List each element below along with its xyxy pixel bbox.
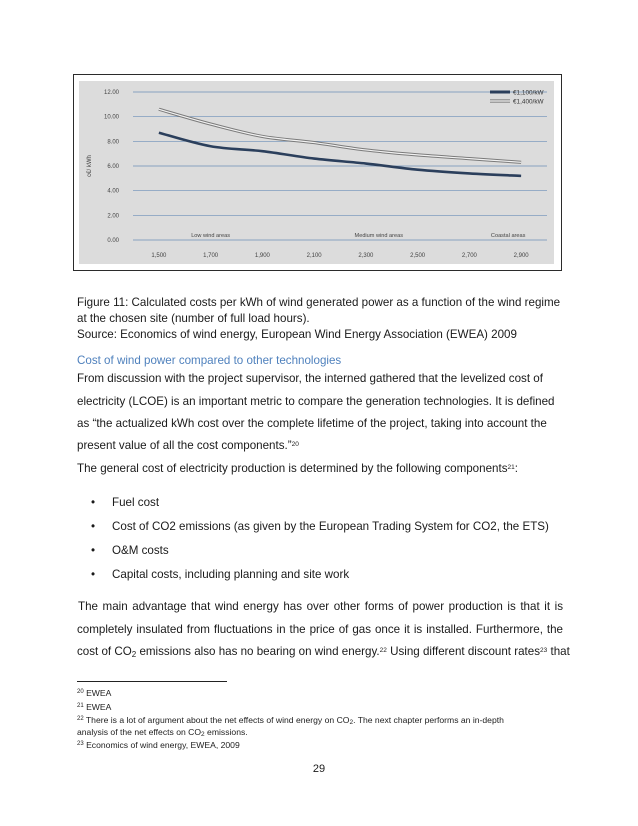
footnote-separator [77, 681, 227, 682]
y-tick-label: 6.00 [107, 164, 119, 170]
y-tick-label: 0.00 [107, 238, 119, 244]
cost-chart [79, 81, 554, 264]
footnote-22-sub: 2 [349, 719, 354, 726]
footnote-22-text-d: emissions. [204, 727, 248, 737]
figure-source: Source: Economics of wind energy, European Wind Energy Association (EWEA) 2009 [77, 328, 517, 341]
legend-label-1100: €1,100/kW [513, 89, 544, 97]
x-tick-label: 2,300 [358, 253, 374, 259]
bullet-marker: • [91, 496, 96, 509]
para1-line2: electricity (LCOE) is an important metric to compare the generation technologies. It is defined [77, 395, 555, 408]
para2-line3-c: Using different discount rates [386, 645, 541, 658]
para1-line1: From discussion with the project supervisor, the interned gathered that the levelized cost of [77, 372, 543, 385]
para1-line3: as “the actualized kWh cost over the complete lifetime of the project, taking into account the [77, 417, 547, 430]
bullet-marker: • [91, 544, 96, 557]
bullet-co2-cost: Cost of CO2 emissions (as given by the European Trading System for CO2, the ETS) [112, 520, 549, 533]
y-tick-label: 10.00 [103, 114, 119, 121]
footnote-ref-20: 20 [291, 441, 299, 448]
footnote-21-text: EWEA [83, 702, 112, 712]
series-line-1400 [159, 109, 521, 162]
bullet-marker: • [91, 568, 96, 581]
figure-frame [73, 74, 562, 271]
x-tick-label: 2,900 [513, 253, 529, 259]
y-tick-label: 4.00 [107, 188, 119, 195]
para2-line3-b: emissions also has no bearing on wind energy. [136, 645, 380, 658]
footnote-23-text: Economics of wind energy, EWEA, 2009 [83, 740, 240, 750]
page-number: 29 [312, 763, 326, 775]
y-tick-label: 8.00 [107, 139, 119, 146]
x-tick-label: 2,700 [461, 253, 477, 259]
footnote-22-text-a: There is a lot of argument about the net effects of wind energy on CO [83, 715, 350, 725]
y-tick-label: 12.00 [103, 90, 119, 96]
footnote-22-text-b: . The next chapter performs an in-depth [353, 715, 504, 725]
x-tick-label: 1,900 [254, 253, 270, 259]
para2-line3 [77, 644, 570, 661]
chart-panel [79, 81, 554, 264]
zone-label: Low wind areas [191, 233, 231, 239]
x-tick-label: 1,700 [203, 253, 219, 259]
footnote-20 [77, 688, 111, 698]
series-line-1100 [159, 133, 521, 176]
components-intro-text: The general cost of electricity production is determined by the following components [77, 462, 508, 475]
footnote-22-text-c: analysis of the net effects on CO [77, 727, 202, 737]
bullet-fuel-cost: Fuel cost [112, 496, 160, 509]
footnote-22 [77, 715, 504, 727]
y-axis-label: c€/ kWh [87, 155, 93, 177]
x-tick-label: 2,500 [410, 253, 426, 259]
footnote-21-number: 21 [77, 703, 84, 709]
footnote-23-number: 23 [77, 741, 84, 747]
para1-line4-text: present value of all the cost components.” [77, 439, 292, 452]
series-line-1400-inner [159, 109, 521, 162]
footnote-20-number: 20 [77, 689, 84, 695]
footnote-22-number: 22 [77, 716, 84, 722]
figure-caption-line1: Figure 11: Calculated costs per kWh of wind generated power as a function of the wind regime [77, 296, 561, 309]
footnote-21 [77, 702, 111, 712]
zone-label: Medium wind areas [354, 233, 404, 239]
bullet-capital-costs: Capital costs, including planning and site work [112, 568, 350, 581]
para1-line4 [77, 438, 299, 454]
footnote-ref-22: 22 [379, 647, 387, 654]
footnote-ref-21: 21 [507, 464, 515, 471]
para2-line2: completely insulated from fluctuations in the price of gas once it is installed. Furthermore, the [77, 623, 563, 636]
zone-label: Coastal areas [490, 233, 526, 239]
footnote-22-cont [77, 727, 248, 739]
para2-line3-a: cost of CO [77, 645, 132, 658]
legend-label-1400: €1,400/kW [513, 98, 544, 106]
figure-caption-line2: at the chosen site (number of full load hours). [77, 312, 310, 325]
footnote-23 [77, 740, 240, 750]
bullet-om-costs: O&M costs [112, 544, 169, 557]
footnote-20-text: EWEA [83, 688, 112, 698]
footnote-22-sub2: 2 [201, 731, 205, 738]
footnote-ref-23: 23 [540, 647, 548, 654]
y-tick-label: 2.00 [107, 213, 119, 220]
x-tick-label: 1,500 [151, 253, 167, 259]
bullet-marker: • [91, 520, 96, 533]
components-colon: : [514, 462, 518, 475]
para2-line3-d: that [547, 645, 570, 658]
x-tick-label: 2,100 [306, 253, 322, 259]
para2-line1: The main advantage that wind energy has over other forms of power production is that it is [78, 600, 563, 613]
co2-subscript: 2 [131, 650, 137, 659]
section-heading: Cost of wind power compared to other technologies [77, 354, 342, 367]
components-intro [77, 461, 518, 477]
